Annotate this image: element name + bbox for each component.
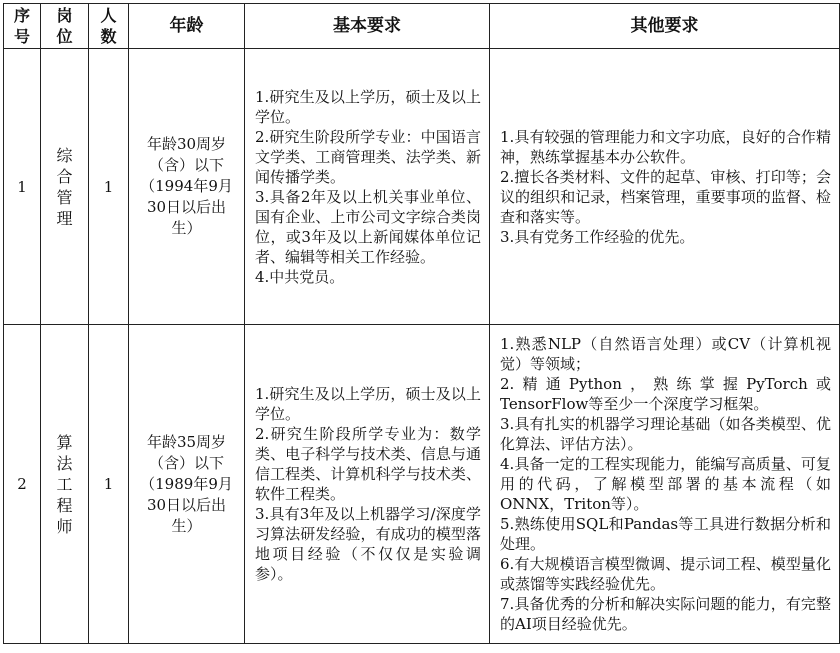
cell-age: 年龄30周岁（含）以下（1994年9月30日以后出生） (129, 49, 245, 325)
cell-other (490, 49, 840, 325)
other-item: 6.有大规模语言模型微调、提示词工程、模型量化或蒸馏等实践经验优先。 (500, 555, 831, 593)
cell-other (490, 325, 840, 644)
header-row (4, 4, 840, 49)
basic-item: 2.研究生阶段所学专业为：数学类、电子科学与技术类、信息与通信工程类、计算机科学与技术类、软件工程类。 (255, 425, 481, 503)
cell-count: 1 (89, 49, 129, 325)
other-item: 4.具备一定的工程实现能力，能编写高质量、可复用的代码，了解模型部署的基本流程（如ONNX，Triton等）。 (500, 455, 831, 513)
header-age: 年龄 (129, 4, 245, 49)
basic-item: 4.中共党员。 (255, 267, 345, 286)
cell-position: 算法工程师 (41, 325, 89, 644)
basic-item: 3.具备2年及以上机关事业单位、国有企业、上市公司文字综合类岗位，或3年及以上新闻媒体单位记者、编辑等相关工作经验。 (255, 187, 481, 266)
header-other: 其他要求 (490, 4, 840, 49)
basic-item: 3.具有3年及以上机器学习/深度学习算法研发经验，有成功的模型落地项目经验（不仅仅是实验调参）。 (255, 505, 481, 583)
other-item: 1.熟悉NLP（自然语言处理）或CV（计算机视觉）等领域； (500, 335, 831, 373)
header-seq: 序号 (4, 4, 41, 49)
other-item: 7.具备优秀的分析和解决实际问题的能力，有完整的AI项目经验优先。 (500, 595, 831, 633)
cell-position: 综合管理 (41, 49, 89, 325)
other-item: 3.具有扎实的机器学习理论基础（如各类模型、优化算法、评估方法）。 (500, 415, 831, 453)
cell-seq: 1 (4, 49, 41, 325)
header-position: 岗位 (41, 4, 89, 49)
table-row (4, 325, 840, 644)
header-count: 人数 (89, 4, 129, 49)
header-basic: 基本要求 (245, 4, 490, 49)
table-row (4, 49, 840, 325)
cell-basic (245, 49, 490, 325)
cell-count: 1 (89, 325, 129, 644)
other-item: 2.擅长各类材料、文件的起草、审核、打印等；会议的组织和记录，档案管理，重要事项的监督、检查和落实等。 (500, 167, 831, 226)
basic-item: 1.研究生及以上学历，硕士及以上学位。 (255, 385, 481, 423)
other-item: 1.具有较强的管理能力和文字功底，良好的合作精神，熟练掌握基本办公软件。 (500, 127, 831, 166)
cell-basic (245, 325, 490, 644)
cell-age: 年龄35周岁（含）以下（1989年9月30日以后出生） (129, 325, 245, 644)
basic-item: 1.研究生及以上学历，硕士及以上学位。 (255, 87, 481, 126)
other-item: 3.具有党务工作经验的优先。 (500, 227, 695, 246)
requirements-table (3, 3, 840, 644)
other-item: 2.精通Python，熟练掌握PyTorch或TensorFlow等至少一个深度学习框架。 (500, 375, 831, 413)
basic-item: 2.研究生阶段所学专业：中国语言文学类、工商管理类、法学类、新闻传播学类。 (255, 127, 481, 186)
other-item: 5.熟练使用SQL和Pandas等工具进行数据分析和处理。 (500, 515, 831, 553)
cell-seq: 2 (4, 325, 41, 644)
